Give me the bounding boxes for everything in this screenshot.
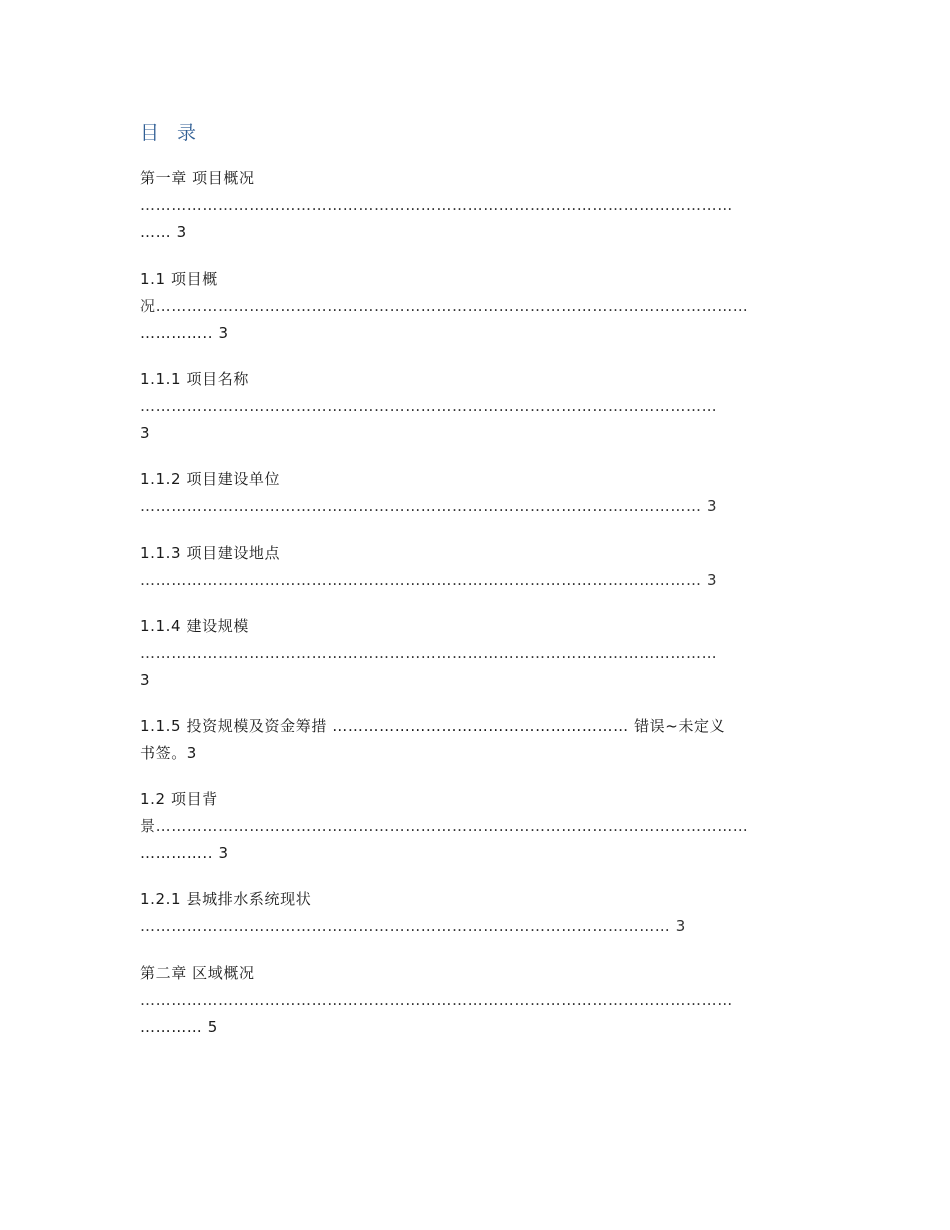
toc-entry-heading: 1.2.1 县城排水系统现状 — [140, 890, 312, 908]
toc-entry-heading: 1.1.1 项目名称 — [140, 370, 249, 388]
toc-entry-page: 书签。3 — [140, 744, 197, 762]
toc-entry[interactable] — [140, 786, 810, 867]
toc-entry-heading: 1.1 项目概 — [140, 270, 218, 288]
toc-entry-leader: ……………………………………………………………………………………………… 3 — [140, 497, 718, 515]
toc-entry-leader: …………………………………………………………………………………………………… — [140, 196, 733, 214]
toc-entry[interactable] — [140, 613, 810, 694]
toc-entry[interactable] — [140, 165, 810, 246]
toc-entry-page: 3 — [140, 424, 151, 442]
toc-title: 目 录 — [140, 122, 203, 144]
toc-entry-leader: ………………………………………………………………………………………… 3 — [140, 917, 686, 935]
toc-entry-heading: 1.2 项目背 — [140, 790, 218, 808]
toc-entry-page: ………….. 3 — [140, 844, 229, 862]
toc-entry-page: ………….. 3 — [140, 324, 229, 342]
toc-entry-leader: 景…………………………………………………………………………………………………… — [140, 817, 749, 835]
toc-entry[interactable] — [140, 266, 810, 347]
toc-entry[interactable] — [140, 713, 810, 767]
toc-entry-heading: 1.1.5 投资规模及资金筹措 ………………………………………………… 错误~未定义 — [140, 717, 726, 735]
toc-entry[interactable] — [140, 540, 810, 594]
toc-entry-heading: 1.1.3 项目建设地点 — [140, 544, 281, 562]
toc-entry-leader: …………………………………………………………………………………………………… — [140, 991, 733, 1009]
toc-entry[interactable] — [140, 466, 810, 520]
toc-entry-page: …… 3 — [140, 223, 187, 241]
toc-entry-heading: 第一章 项目概况 — [140, 169, 255, 187]
toc-entry-leader: ………………………………………………………………………………………………… — [140, 397, 718, 415]
toc-entry[interactable] — [140, 960, 810, 1041]
toc-entry-heading: 第二章 区域概况 — [140, 964, 255, 982]
toc-entry-leader: 况…………………………………………………………………………………………………… — [140, 297, 749, 315]
toc-entry-leader: ………………………………………………………………………………………………… — [140, 644, 718, 662]
toc-entry[interactable] — [140, 886, 810, 940]
toc-entry-page: 3 — [140, 671, 151, 689]
toc-entry[interactable] — [140, 366, 810, 447]
toc-entry-heading: 1.1.4 建设规模 — [140, 617, 249, 635]
toc-entry-leader: ……………………………………………………………………………………………… 3 — [140, 571, 718, 589]
toc-entry-heading: 1.1.2 项目建设单位 — [140, 470, 281, 488]
toc-entry-page: ………… 5 — [140, 1018, 218, 1036]
